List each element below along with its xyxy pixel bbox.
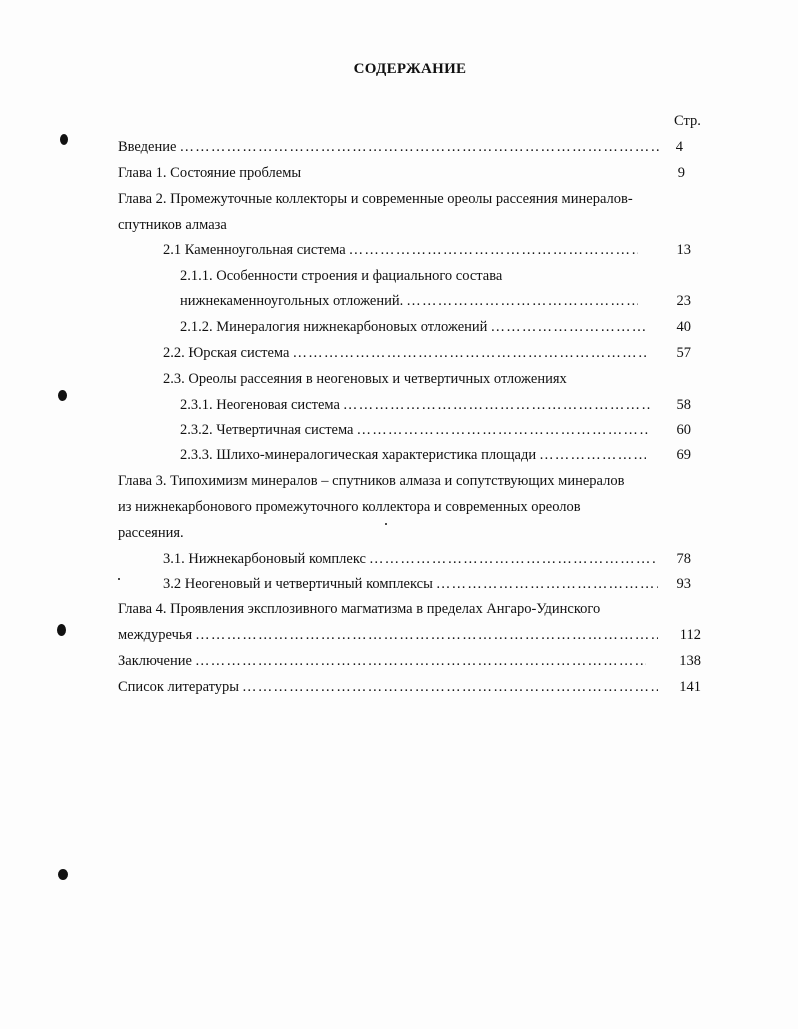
dot-leader bbox=[292, 344, 648, 362]
toc-entry-label: 2.1 Каменноугольная система bbox=[163, 242, 346, 258]
toc-entry-label: 2.2. Юрская система bbox=[163, 345, 290, 361]
toc-entry-2-1-1-line1: 2.1.1. Особенности строения и фациального состава bbox=[180, 268, 503, 284]
toc-page-number: 78 bbox=[676, 551, 691, 567]
dot-leader bbox=[195, 652, 646, 670]
dot-leader bbox=[406, 292, 638, 310]
toc-entry-introduction bbox=[118, 138, 660, 156]
toc-entry-references bbox=[118, 678, 658, 696]
dot-leader bbox=[369, 550, 656, 568]
toc-page-number: 40 bbox=[676, 319, 691, 335]
dot-leader bbox=[343, 396, 650, 414]
toc-page-number: 13 bbox=[676, 242, 691, 258]
toc-entry-label: междуречья bbox=[118, 627, 193, 643]
toc-page-number: 141 bbox=[679, 679, 701, 695]
toc-entry-2-3-3 bbox=[180, 446, 646, 464]
toc-page-number: 69 bbox=[676, 447, 691, 463]
dot-leader bbox=[179, 138, 660, 156]
toc-entry-3-2 bbox=[163, 575, 658, 593]
toc-entry-chapter-3-line2: из нижнекарбонового промежуточного коллектора и современных ореолов bbox=[118, 499, 581, 515]
toc-page-number: 57 bbox=[676, 345, 691, 361]
toc-entry-label: Заключение bbox=[118, 653, 192, 669]
toc-entry-2-3-2 bbox=[180, 421, 650, 439]
punch-hole-mark bbox=[58, 869, 68, 880]
toc-page-number: 9 bbox=[677, 165, 685, 181]
toc-entry-label: 2.1.2. Минералогия нижнекарбоновых отложений bbox=[180, 319, 488, 335]
toc-page-number: 112 bbox=[679, 627, 701, 643]
punch-hole-mark bbox=[60, 134, 68, 145]
toc-entry-2-1-2 bbox=[180, 318, 645, 336]
toc-entry-label: 2.3.3. Шлихо-минералогическая характеристика площади bbox=[180, 447, 537, 463]
toc-entry-2-3: 2.3. Ореолы рассеяния в неогеновых и четвертичных отложениях bbox=[163, 371, 567, 387]
toc-entry-label: 3.2 Неогеновый и четвертичный комплексы bbox=[163, 576, 433, 592]
toc-entry-chapter-4-line2 bbox=[118, 626, 658, 644]
speck-mark bbox=[385, 523, 387, 525]
dot-leader bbox=[490, 318, 645, 336]
page-column-header: Стр. bbox=[674, 113, 701, 129]
punch-hole-mark bbox=[57, 624, 66, 636]
toc-entry-chapter-3-line3: рассеяния. bbox=[118, 525, 184, 541]
toc-page-number: 23 bbox=[676, 293, 691, 309]
toc-entry-2-1-1-line2 bbox=[180, 292, 638, 310]
toc-entry-2-2 bbox=[163, 344, 648, 362]
toc-page-number: 138 bbox=[679, 653, 701, 669]
toc-entry-3-1 bbox=[163, 550, 656, 568]
toc-entry-2-3-1 bbox=[180, 396, 650, 414]
page-title: СОДЕРЖАНИЕ bbox=[353, 61, 467, 77]
toc-entry-label: 2.3.2. Четвертичная система bbox=[180, 422, 354, 438]
speck-mark bbox=[118, 578, 120, 580]
toc-entry-chapter-4-line1: Глава 4. Проявления эксплозивного магматизма в пределах Ангаро-Удинского bbox=[118, 601, 601, 617]
toc-entry-chapter-1: Глава 1. Состояние проблемы bbox=[118, 165, 302, 181]
toc-entry-2-1 bbox=[163, 241, 638, 259]
toc-entry-chapter-3-line1: Глава 3. Типохимизм минералов – спутников алмаза и сопутствующих минералов bbox=[118, 473, 625, 489]
dot-leader bbox=[242, 678, 658, 696]
dot-leader bbox=[357, 421, 651, 439]
toc-page-number: 4 bbox=[675, 139, 683, 155]
toc-entry-conclusion bbox=[118, 652, 646, 670]
toc-entry-label: нижнекаменноугольных отложений. bbox=[180, 293, 404, 309]
toc-page-number: 60 bbox=[676, 422, 691, 438]
punch-hole-mark bbox=[58, 390, 67, 401]
dot-leader bbox=[539, 446, 646, 464]
dot-leader bbox=[195, 626, 658, 644]
toc-entry-label: Список литературы bbox=[118, 679, 240, 695]
toc-page-number: 93 bbox=[676, 576, 691, 592]
dot-leader bbox=[349, 241, 638, 259]
toc-entry-label: 2.3.1. Неогеновая система bbox=[180, 397, 340, 413]
toc-entry-chapter-2-line2: спутников алмаза bbox=[118, 217, 227, 233]
toc-page-number: 58 bbox=[676, 397, 691, 413]
toc-entry-label: 3.1. Нижнекарбоновый комплекс bbox=[163, 551, 366, 567]
dot-leader bbox=[436, 575, 658, 593]
toc-entry-chapter-2-line1: Глава 2. Промежуточные коллекторы и современные ореолы рассеяния минералов- bbox=[118, 191, 633, 207]
toc-entry-label: Введение bbox=[118, 139, 177, 155]
